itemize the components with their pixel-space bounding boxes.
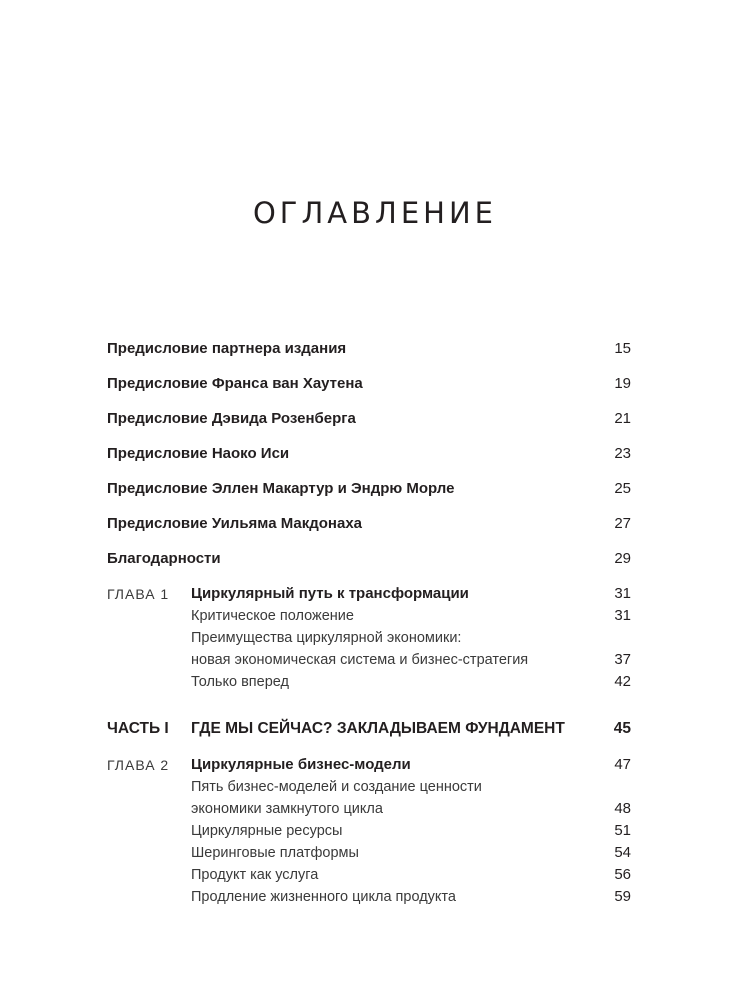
toc-entry <box>0 373 750 395</box>
entry-title: Предисловие Дэвида Розенберга <box>107 410 356 427</box>
chapter-label: ГЛАВА 1 <box>107 586 170 602</box>
section-title: Критическое положение <box>191 608 354 624</box>
section-page: 59 <box>614 888 631 905</box>
chapter-page: 31 <box>614 585 631 602</box>
section-entry <box>0 776 750 798</box>
entry-page: 29 <box>614 550 631 567</box>
entry-page: 19 <box>614 375 631 392</box>
part-heading <box>0 718 750 740</box>
section-title: Циркулярные ресурсы <box>191 823 343 839</box>
page-title: ОГЛАВЛЕНИЕ <box>252 196 497 230</box>
part-title: ГДЕ МЫ СЕЙЧАС? ЗАКЛАДЫВАЕМ ФУНДАМЕНТ <box>191 720 565 737</box>
section-title: экономики замкнутого цикла <box>191 801 383 817</box>
section-entry <box>0 649 750 671</box>
section-entry <box>0 842 750 864</box>
toc-entry <box>0 443 750 465</box>
entry-title: Благодарности <box>107 550 221 567</box>
chapter-heading <box>0 754 750 776</box>
section-entry <box>0 820 750 842</box>
section-title: новая экономическая система и бизнес-стратегия <box>191 652 529 668</box>
section-entry <box>0 671 750 693</box>
entry-title: Предисловие Франса ван Хаутена <box>107 375 363 392</box>
section-title: Только вперед <box>191 674 289 690</box>
section-page: 51 <box>614 822 631 839</box>
chapter-page: 47 <box>614 756 631 773</box>
chapter-title: Циркулярные бизнес-модели <box>191 756 411 773</box>
toc-entry <box>0 478 750 500</box>
toc-entry <box>0 513 750 535</box>
entry-title: Предисловие Уильяма Макдонаха <box>107 515 363 532</box>
section-entry <box>0 798 750 820</box>
entry-page: 27 <box>614 515 631 532</box>
part-label: ЧАСТЬ I <box>107 720 169 737</box>
entry-title: Предисловие партнера издания <box>107 340 347 357</box>
toc-entry <box>0 408 750 430</box>
section-title: Шеринговые платформы <box>191 845 359 861</box>
section-title: Преимущества циркулярной экономики: <box>191 630 462 646</box>
entry-title: Предисловие Наоко Иси <box>107 445 290 462</box>
entry-page: 21 <box>614 410 631 427</box>
section-entry <box>0 864 750 886</box>
section-page: 37 <box>614 651 631 668</box>
chapter-label: ГЛАВА 2 <box>107 757 170 773</box>
toc-entry <box>0 338 750 360</box>
entry-page: 25 <box>614 480 631 497</box>
section-entry <box>0 627 750 649</box>
part-page: 45 <box>613 720 631 737</box>
section-page: 42 <box>614 673 631 690</box>
chapter-heading <box>0 583 750 605</box>
section-entry <box>0 605 750 627</box>
entry-title: Предисловие Эллен Макартур и Эндрю Морле <box>107 480 455 497</box>
chapter-title: Циркулярный путь к трансформации <box>191 585 469 602</box>
entry-page: 15 <box>614 340 631 357</box>
section-entry <box>0 886 750 908</box>
section-title: Пять бизнес-моделей и создание ценности <box>191 779 482 795</box>
section-title: Продление жизненного цикла продукта <box>191 889 456 905</box>
section-page: 54 <box>614 844 631 861</box>
section-title: Продукт как услуга <box>191 867 319 883</box>
entry-page: 23 <box>614 445 631 462</box>
section-page: 48 <box>614 800 631 817</box>
section-page: 31 <box>614 607 631 624</box>
toc-entry <box>0 548 750 570</box>
section-page: 56 <box>614 866 631 883</box>
